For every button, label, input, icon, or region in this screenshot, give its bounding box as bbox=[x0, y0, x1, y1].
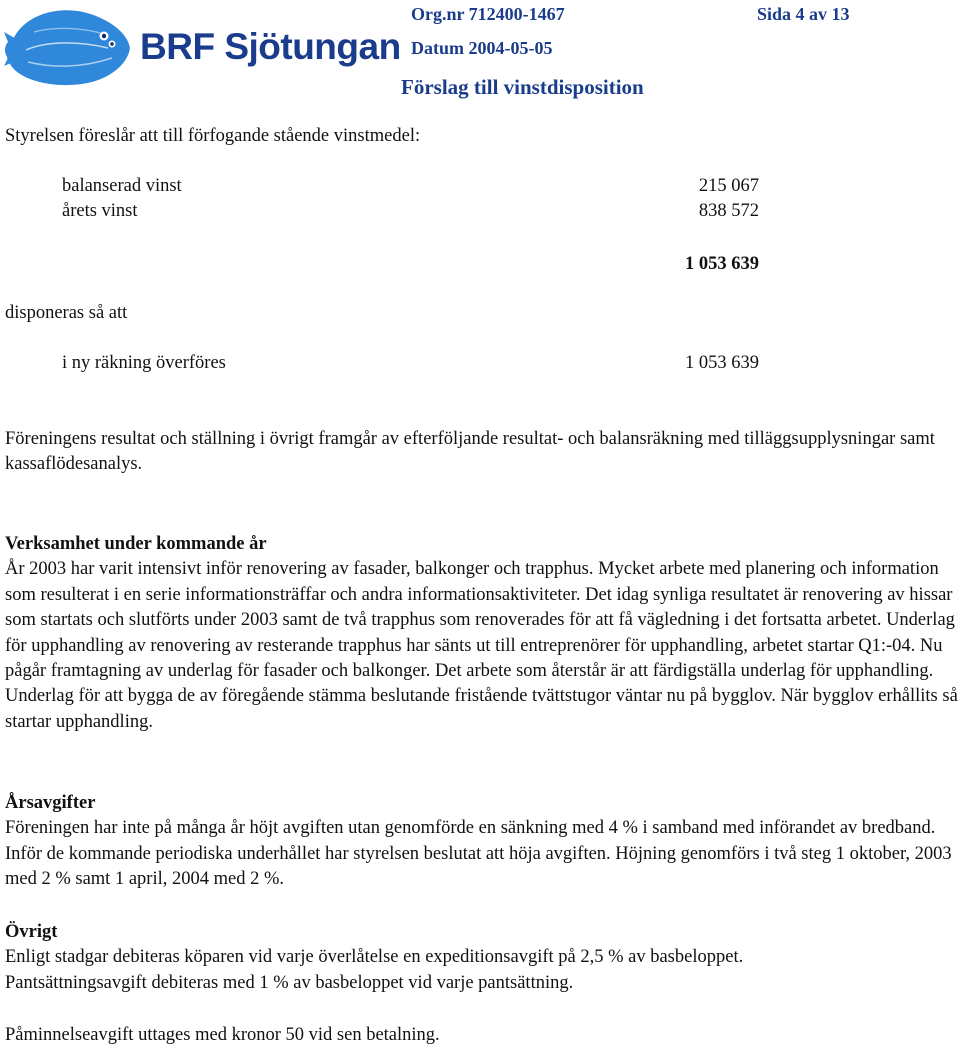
section-line: Enligt stadgar debiteras köparen vid varje överlåtelse en expeditionsavgift på 2,5 % av basbeloppet. bbox=[5, 947, 744, 968]
transfer-label: i ny räkning överföres bbox=[62, 353, 226, 373]
section-other bbox=[5, 920, 960, 996]
section-fees bbox=[5, 791, 960, 893]
transfer-value: 1 053 639 bbox=[685, 353, 759, 373]
section-heading: Årsavgifter bbox=[5, 793, 96, 813]
row-label-arets-vinst: årets vinst bbox=[62, 201, 138, 221]
brf-logo bbox=[4, 2, 134, 94]
row-label-balanserad-vinst: balanserad vinst bbox=[62, 176, 182, 196]
flatfish-logo-icon bbox=[4, 2, 134, 88]
document-date: Datum 2004-05-05 bbox=[411, 38, 553, 58]
financial-note-text: Föreningens resultat och ställning i övrigt framgår av efterföljande resultat- och balansräkning med tilläggsupplysningar samt kassaflödesanalys. bbox=[5, 429, 935, 475]
reminder-fee bbox=[5, 1023, 960, 1048]
logo-text: BRF Sjötungan bbox=[140, 26, 401, 67]
org-number: Org.nr 712400-1467 bbox=[411, 4, 565, 24]
section-heading: Verksamhet under kommande år bbox=[5, 534, 267, 554]
section-heading: Övrigt bbox=[5, 922, 58, 942]
section-activities bbox=[5, 532, 960, 735]
disposition-total: 1 053 639 bbox=[685, 254, 759, 274]
section-body: Föreningen har inte på många år höjt avgiften utan genomförde en sänkning med 4 % i samband med införandet av bredband. Inför de kommande periodiska underhållet har styrelsen beslutat att höja avgiften. Höjning genomförs i två steg 1 oktober, 2003 med 2 % samt 1 april, 2004 med 2 %. bbox=[5, 818, 952, 890]
financial-note bbox=[5, 427, 960, 478]
disposition-intro: Styrelsen föreslår att till förfogande stående vinstmedel: bbox=[5, 126, 421, 146]
section-body: År 2003 har varit intensivt inför renovering av fasader, balkonger och trapphus. Mycket arbete med planering och information som resulterat i en serie informationsträffar och andra informationsaktiviteter. Det idag synliga resultatet är renovering av hissar som startats och slutförts under 2003 samt de två trapphus som renoverades för att få vägledning i det fortsatta arbetet. Underlag för upphandling av renovering av resterande trapphus har sänts ut till entreprenörer för upphandling, arbetet startar Q1:-04. Nu pågår framtagning av underlag för fasader och balkonger. Det arbete som återstår är att färdigställa underlag för upphandling. Underlag för att bygga de av föregående stämma beslutande fristående tvättstugor väntar nu på bygglov. När bygglov erhållits så startar upphandling. bbox=[5, 559, 958, 732]
row-value-balanserad-vinst: 215 067 bbox=[698, 176, 759, 196]
section-line: Pantsättningsavgift debiteras med 1 % av basbeloppet vid varje pantsättning. bbox=[5, 972, 574, 993]
page-number: Sida 4 av 13 bbox=[757, 4, 850, 24]
reminder-fee-text: Påminnelseavgift uttages med kronor 50 vid sen betalning. bbox=[5, 1025, 440, 1045]
dispose-label: disponeras så att bbox=[5, 303, 128, 323]
row-value-arets-vinst: 838 572 bbox=[698, 201, 759, 221]
page-title: Förslag till vinstdisposition bbox=[401, 75, 644, 99]
